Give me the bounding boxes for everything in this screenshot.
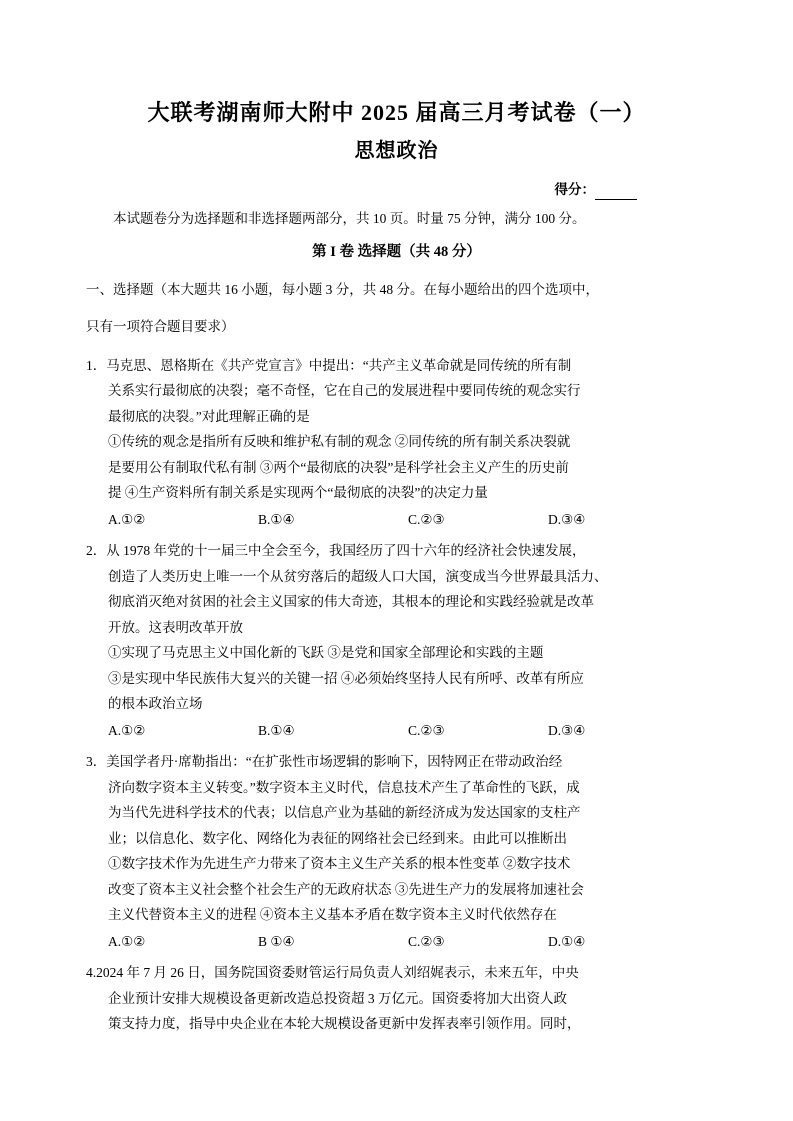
option-d[interactable]: D.③④ [548,511,586,527]
question-line: 策支持力度，指导中央企业在本轮大规模设备更新中发挥表率引领作用。同时， [108,1016,581,1031]
question-line: 开放。这表明改革开放 [108,619,243,635]
question-text: 从 1978 年党的十一届三中全会至今，我国经历了四十六年的经济社会快速发展， [106,543,586,558]
question-line: 提 ④生产资料所有制关系是实现两个“最彻底的决裂”的决定力量 [108,485,488,500]
question-line: 企业预计安排大规模设备更新改造总投资超 3 万亿元。国资委将加大出资人政 [108,990,567,1006]
question-text: 美国学者丹·席勒指出：“在扩张性市场逻辑的影响下，因特网正在带动政治经 [106,754,563,769]
question-line: 业；以信息化、数字化、网络化为表征的网络社会已经到来。由此可以推断出 [108,830,567,846]
option-d[interactable]: D.③④ [548,722,586,738]
question-line: 彻底消灭绝对贫困的社会主义国家的伟大奇迹，其根本的理论和实践经验就是改革 [108,594,594,609]
score-line [86,180,637,200]
question-item [86,538,707,743]
score-blank [595,185,637,200]
question-number: 1． [86,357,107,373]
question-line [86,960,707,986]
question-line: ①实现了马克思主义中国化新的飞跃 ③是党和国家全部理论和实践的主题 [108,645,544,660]
question-line: 为当代先进科学技术的代表；以信息产业为基础的新经济成为发达国家的支柱产 [108,805,581,820]
question-number: 4. [86,965,97,980]
subject-title: 思想政治 [354,140,439,162]
question-line [86,749,707,775]
part-heading-line-2: 只有一项符合题目要求） [86,319,235,334]
question-line: 济向数字资本主义转变。”数字资本主义时代，信息技术产生了革命性的飞跃，成 [108,779,580,795]
option-row [86,718,707,744]
question-line: 最彻底的决裂。”对此理解正确的是 [108,408,310,424]
question-line: 是要用公有制取代私有制 ③两个“最彻底的决裂”是科学社会主义产生的历史前 [108,459,569,475]
question-line: 的根本政治立场 [108,696,203,711]
question-line: 改变了资本主义社会整个社会生产的无政府状态 ③先进生产力的发展将加速社会 [108,881,584,897]
section-heading: 第 I 卷 选择题（共 48 分） [312,244,481,260]
question-item [86,749,707,954]
question-line [86,538,707,564]
question-item [86,960,707,1037]
option-c[interactable]: C.②③ [408,722,445,738]
option-b[interactable]: B.①④ [258,722,295,738]
option-b[interactable]: B ①④ [258,933,295,949]
question-line: 关系实行最彻底的决裂；毫不奇怪，它在自己的发展进程中要同传统的观念实行 [108,383,581,398]
part-heading-line-1: 一、选择题（本大题共 16 小题，每小题 3 分，共 48 分。在每小题给出的四个选项中， [86,281,599,297]
page-title: 大联考湖南师大附中 2025 届高三月考试卷（一） [147,100,646,125]
question-number: 3． [86,754,107,769]
option-c[interactable]: C.②③ [408,933,445,949]
question-text: 2024 年 7 月 26 日，国务院国资委财管运行局负责人刘绍娓表示，未来五年，中央 [96,965,579,980]
question-number: 2． [86,543,107,558]
option-b[interactable]: B.①④ [258,511,295,527]
option-a[interactable]: A.①② [108,722,146,738]
question-line: ①传统的观念是指所有反映和维护私有制的观念 ②同传统的所有制关系决裂就 [108,434,571,449]
option-a[interactable]: A.①② [108,511,146,527]
score-label: 得分： [554,182,595,197]
question-item [86,353,707,533]
option-a[interactable]: A.①② [108,933,146,949]
option-row [86,507,707,533]
part-heading [86,278,707,340]
question-line: ①数字技术作为先进生产力带来了资本主义生产关系的根本性变革 ②数字技术 [108,856,571,871]
option-row [86,929,707,955]
question-line: 主义代替资本主义的进程 ④资本主义基本矛盾在数字资本主义时代依然存在 [108,907,557,922]
question-text: 马克思、恩格斯在《共产党宣言》中提出：“共产主义革命就是同传统的所有制 [106,357,572,373]
instructions: 本试题卷分为选择题和非选择题两部分，共 10 页。时量 75 分钟，满分 100 分。 [113,211,586,226]
question-line [86,353,707,379]
question-line: 创造了人类历史上唯一一个从贫穷落后的超级人口大国，演变成当今世界最具活力、 [108,568,608,584]
option-c[interactable]: C.②③ [408,511,445,527]
question-line: ③是实现中华民族伟大复兴的关键一招 ④必须始终坚持人民有所呼、改革有所应 [108,670,584,686]
option-d[interactable]: D.①④ [548,933,586,949]
